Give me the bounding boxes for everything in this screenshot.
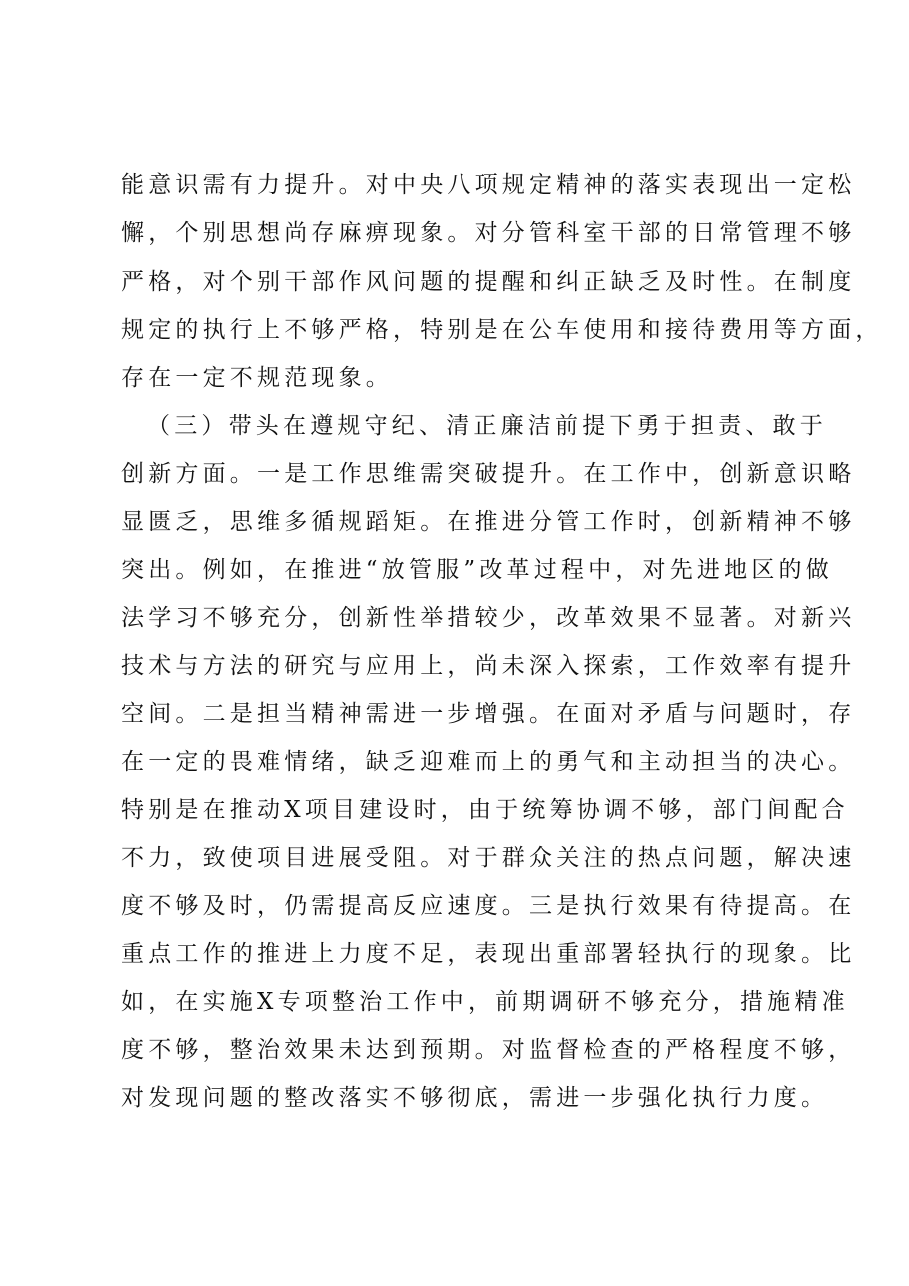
text-line: 规定的执行上不够严格，特别是在公车使用和接待费用等方面， (121, 317, 883, 343)
text-line: 显匮乏，思维多循规蹈矩。在推进分管工作时，创新精神不够 (121, 509, 856, 535)
text-line: 对发现问题的整改落实不够彻底，需进一步强化执行力度。 (121, 1085, 829, 1111)
text-line: 特别是在推动X项目建设时，由于统筹协调不够，部门间配合 (121, 797, 849, 823)
text-line: 在一定的畏难情绪，缺乏迎难而上的勇气和主动担当的决心。 (121, 749, 856, 775)
text-line: 如，在实施X专项整治工作中，前期调研不够充分，措施精准 (121, 989, 849, 1015)
section-heading-line: （三）带头在遵规守纪、清正廉洁前提下勇于担责、敢于 (147, 413, 827, 439)
text-line: 度不够及时，仍需提高反应速度。三是执行效果有待提高。在 (121, 893, 856, 919)
text-line: 重点工作的推进上力度不足，表现出重部署轻执行的现象。比 (121, 941, 856, 967)
text-line: 法学习不够充分，创新性举措较少，改革效果不显著。对新兴 (121, 605, 856, 631)
text-line: 严格，对个别干部作风问题的提醒和纠正缺乏及时性。在制度 (121, 269, 856, 295)
text-line: 创新方面。一是工作思维需突破提升。在工作中，创新意识略 (121, 461, 856, 487)
text-line: 不力，致使项目进展受阻。对于群众关注的热点问题，解决速 (121, 845, 856, 871)
text-line: 能意识需有力提升。对中央八项规定精神的落实表现出一定松 (121, 172, 856, 198)
text-line: 技术与方法的研究与应用上，尚未深入探索，工作效率有提升 (121, 653, 856, 679)
text-line: 懈，个别思想尚存麻痹现象。对分管科室干部的日常管理不够 (121, 220, 856, 246)
text-line: 度不够，整治效果未达到预期。对监督检查的严格程度不够， (121, 1037, 856, 1063)
text-line: 存在一定不规范现象。 (121, 365, 393, 391)
text-line: 空间。二是担当精神需进一步增强。在面对矛盾与问题时，存 (121, 701, 856, 727)
text-line: 突出。例如，在推进“放管服”改革过程中，对先进地区的做 (121, 557, 833, 583)
